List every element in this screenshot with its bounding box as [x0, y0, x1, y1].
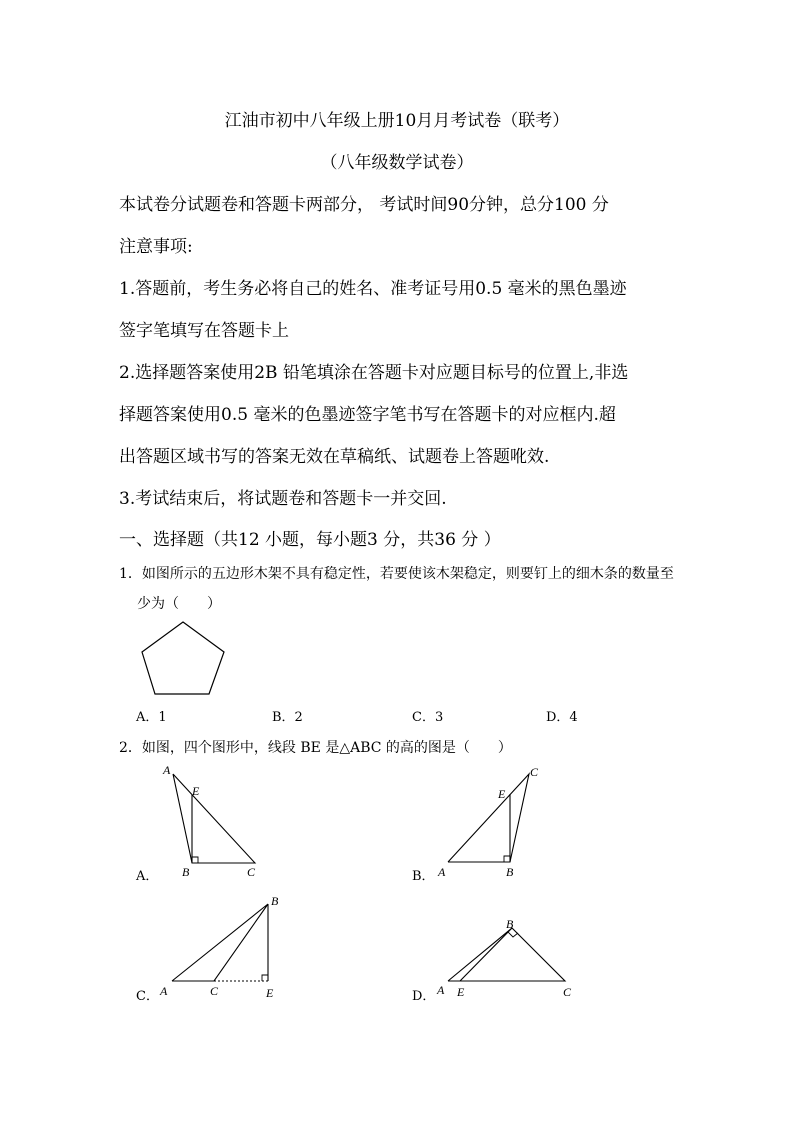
notice-item-1-line-1: 1.答题前，考生务必将自己的姓名、准考证号用0.5 毫米的黑色墨迹 [119, 279, 627, 299]
fig-c-label-c: C [210, 984, 219, 998]
question-1-line-2: 少为（ ） [137, 596, 221, 612]
fig-a-label-c: C [247, 865, 256, 879]
intro-line: 本试卷分试题卷和答题卡两部分， 考试时间90分钟，总分100 分 [119, 195, 609, 215]
q2-figure-d [432, 912, 582, 1006]
question-1-line-1: 1．如图所示的五边形木架不具有稳定性，若要使该木架稳定，则要钉上的细木条的数量至 [119, 566, 674, 582]
q1-option-c: C．3 [412, 710, 444, 725]
fig-d-label-c: C [563, 985, 572, 999]
notice-item-2-line-2: 择题答案使用0.5 毫米的色墨迹签字笔书写在答题卡的对应框内.超 [119, 405, 616, 425]
exam-title: 江油市初中八年级上册10月月考试卷（联考） [224, 111, 570, 131]
pentagon-figure [140, 620, 230, 700]
notice-item-2-line-3: 出答题区域书写的答案无效在草稿纸、试题卷上答题吪效. [119, 447, 550, 467]
q1-option-a: A．1 [136, 710, 167, 725]
fig-d-label-e: E [457, 985, 465, 999]
fig-b-label-a: A [438, 865, 446, 879]
fig-d-label-a: A [437, 983, 445, 997]
question-2-stem: 2．如图，四个图形中，线段 BE 是△ABC 的高的图是（ ） [119, 740, 512, 756]
fig-b-label-b: B [506, 865, 514, 879]
fig-a-label-e: E [192, 784, 200, 798]
fig-b-label-c: C [530, 765, 539, 779]
q2-option-a-label: A． [136, 869, 159, 884]
notice-item-2-line-1: 2.选择题答案使用2B 铅笔填涂在答题卡对应题目标号的位置上,非选 [119, 363, 629, 383]
fig-c-label-a: A [160, 984, 168, 998]
section-heading: 一、选择题（共12 小题，每小题3 分，共36 分 ） [119, 530, 501, 550]
fig-d-label-b: B [506, 917, 514, 931]
q1-option-d: D．4 [546, 710, 578, 725]
notice-item-3: 3.考试结束后，将试题卷和答题卡一并交回. [119, 489, 447, 509]
exam-subtitle: （八年级数学试卷） [320, 153, 474, 173]
notice-label: 注意事项: [119, 237, 193, 257]
q2-figure-c [155, 892, 290, 1004]
fig-b-label-e: E [498, 787, 506, 801]
fig-a-label-a: A [163, 763, 171, 777]
fig-a-label-b: B [182, 865, 190, 879]
fig-c-label-e: E [266, 986, 274, 1000]
q1-option-b: B．2 [272, 710, 303, 725]
notice-item-1-line-2: 签字笔填写在答题卡上 [119, 321, 289, 341]
fig-c-label-b: B [271, 894, 279, 908]
q2-figure-b [430, 758, 550, 880]
q2-option-d-label: D． [412, 989, 436, 1004]
q2-option-c-label: C． [136, 989, 159, 1004]
q2-option-b-label: B． [412, 869, 435, 884]
q2-figure-a [160, 762, 270, 882]
